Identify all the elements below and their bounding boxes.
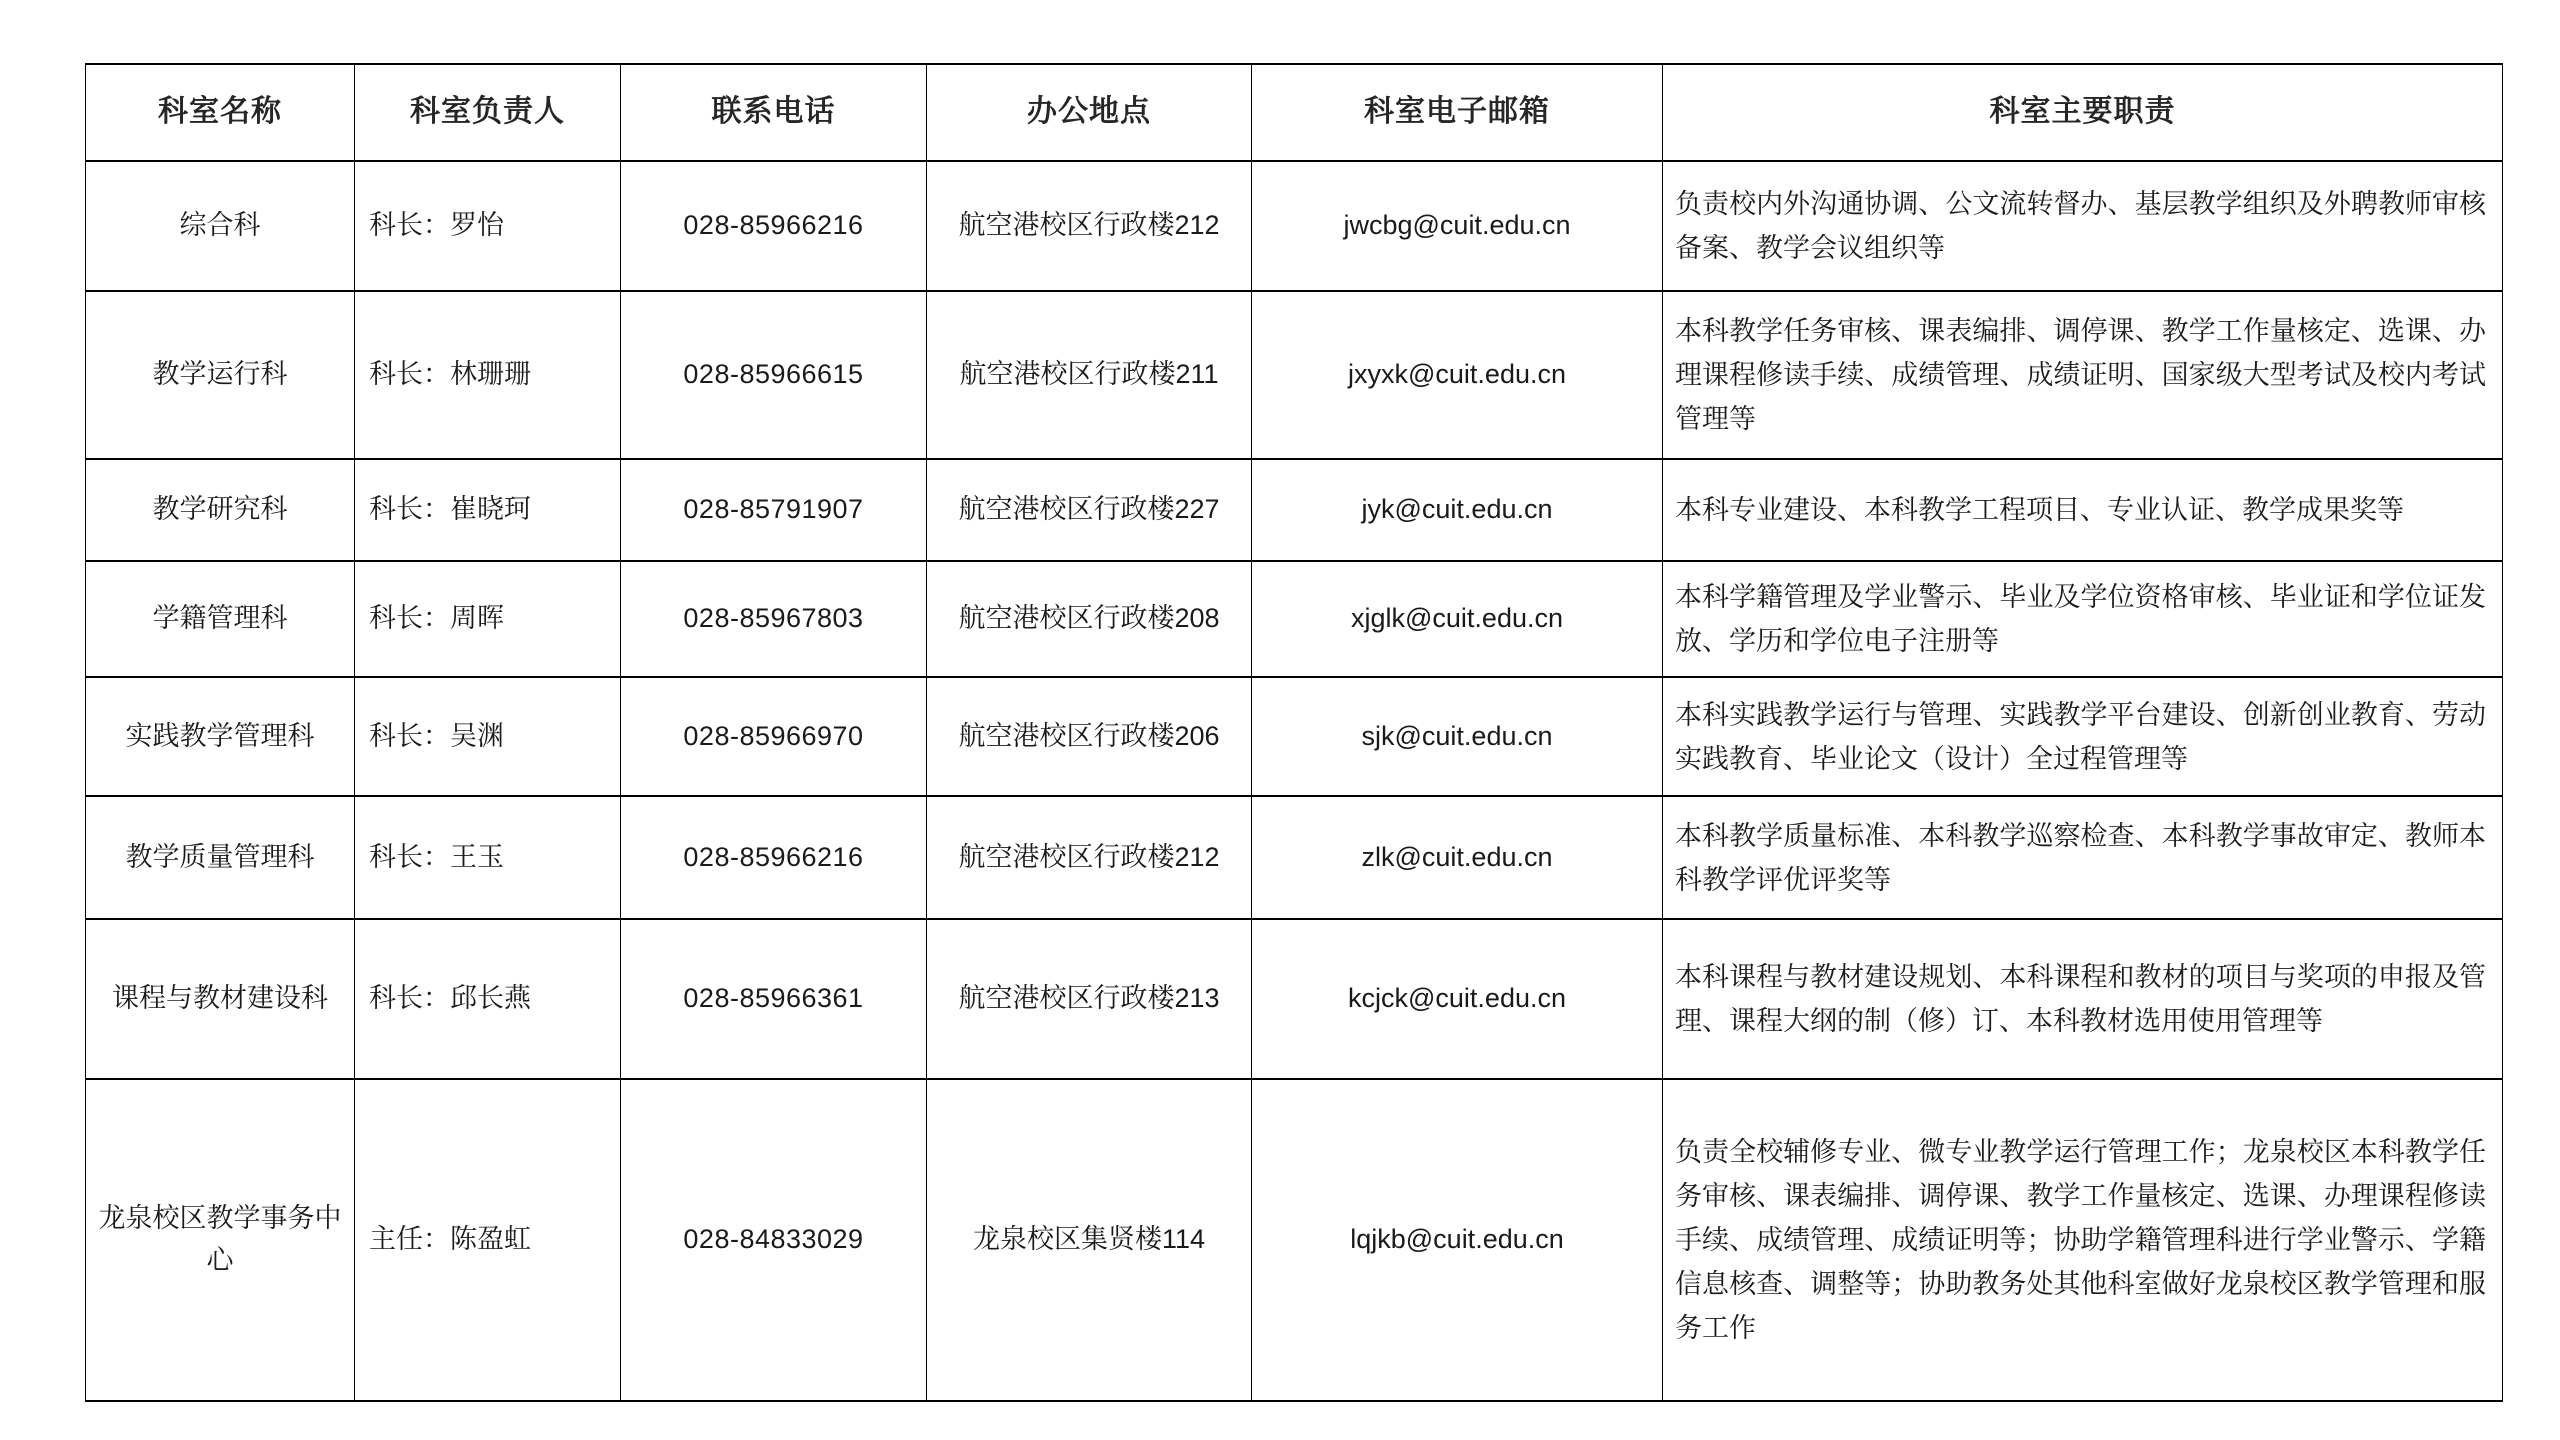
cell-email: kcjck@cuit.edu.cn: [1252, 919, 1663, 1079]
cell-phone: 028-85967803: [621, 561, 927, 677]
table-row: [86, 1079, 2503, 1401]
table-row: [86, 919, 2503, 1079]
cell-phone: 028-85966216: [621, 796, 927, 919]
cell-email: zlk@cuit.edu.cn: [1252, 796, 1663, 919]
header-cell-office-location: 办公地点: [927, 64, 1252, 161]
cell-phone: 028-85966361: [621, 919, 927, 1079]
cell-phone: 028-85966615: [621, 291, 927, 459]
cell-duties: 负责全校辅修专业、微专业教学运行管理工作；龙泉校区本科教学任务审核、课表编排、调停课、教学工作量核定、选课、办理课程修读手续、成绩管理、成绩证明等；协助学籍管理科进行学业警示、学籍信息核查、调整等；协助教务处其他科室做好龙泉校区教学管理和服务工作: [1663, 1079, 2503, 1401]
cell-duties: 本科实践教学运行与管理、实践教学平台建设、创新创业教育、劳动实践教育、毕业论文（设计）全过程管理等: [1663, 677, 2503, 796]
cell-name: 教学研究科: [86, 459, 355, 561]
cell-duties: 本科专业建设、本科教学工程项目、专业认证、教学成果奖等: [1663, 459, 2503, 561]
header-cell-department-email: 科室电子邮箱: [1252, 64, 1663, 161]
cell-email: xjglk@cuit.edu.cn: [1252, 561, 1663, 677]
header-cell-department-head: 科室负责人: [355, 64, 621, 161]
cell-email: lqjkb@cuit.edu.cn: [1252, 1079, 1663, 1401]
cell-phone: 028-84833029: [621, 1079, 927, 1401]
cell-phone: 028-85791907: [621, 459, 927, 561]
cell-head: 科长：吴渊: [355, 677, 621, 796]
table-row: [86, 161, 2503, 291]
cell-head: 科长：林珊珊: [355, 291, 621, 459]
table-row: [86, 796, 2503, 919]
cell-head: 科长：周晖: [355, 561, 621, 677]
cell-name: 实践教学管理科: [86, 677, 355, 796]
cell-duties: 本科教学任务审核、课表编排、调停课、教学工作量核定、选课、办理课程修读手续、成绩管理、成绩证明、国家级大型考试及校内考试管理等: [1663, 291, 2503, 459]
cell-duties: 本科学籍管理及学业警示、毕业及学位资格审核、毕业证和学位证发放、学历和学位电子注册等: [1663, 561, 2503, 677]
cell-email: jyk@cuit.edu.cn: [1252, 459, 1663, 561]
cell-head: 科长：王玉: [355, 796, 621, 919]
cell-name: 教学运行科: [86, 291, 355, 459]
header-cell-department-duties: 科室主要职责: [1663, 64, 2503, 161]
header-row: [86, 64, 2503, 161]
cell-email: sjk@cuit.edu.cn: [1252, 677, 1663, 796]
cell-head: 科长：崔晓珂: [355, 459, 621, 561]
cell-office: 航空港校区行政楼213: [927, 919, 1252, 1079]
cell-phone: 028-85966216: [621, 161, 927, 291]
department-table: [85, 63, 2503, 1402]
table-row: [86, 561, 2503, 677]
cell-head: 科长：邱长燕: [355, 919, 621, 1079]
cell-phone: 028-85966970: [621, 677, 927, 796]
cell-office: 航空港校区行政楼211: [927, 291, 1252, 459]
cell-office: 航空港校区行政楼208: [927, 561, 1252, 677]
cell-office: 航空港校区行政楼212: [927, 161, 1252, 291]
table-body: [86, 161, 2503, 1401]
cell-duties: 本科课程与教材建设规划、本科课程和教材的项目与奖项的申报及管理、课程大纲的制（修）订、本科教材选用使用管理等: [1663, 919, 2503, 1079]
cell-name: 综合科: [86, 161, 355, 291]
table-row: [86, 291, 2503, 459]
cell-name: 教学质量管理科: [86, 796, 355, 919]
cell-duties: 本科教学质量标准、本科教学巡察检查、本科教学事故审定、教师本科教学评优评奖等: [1663, 796, 2503, 919]
cell-office: 龙泉校区集贤楼114: [927, 1079, 1252, 1401]
cell-office: 航空港校区行政楼206: [927, 677, 1252, 796]
cell-head: 科长：罗怡: [355, 161, 621, 291]
cell-office: 航空港校区行政楼227: [927, 459, 1252, 561]
cell-office: 航空港校区行政楼212: [927, 796, 1252, 919]
table-row: [86, 677, 2503, 796]
header-cell-department-name: 科室名称: [86, 64, 355, 161]
cell-name: 学籍管理科: [86, 561, 355, 677]
cell-name: 课程与教材建设科: [86, 919, 355, 1079]
cell-email: jxyxk@cuit.edu.cn: [1252, 291, 1663, 459]
cell-head: 主任：陈盈虹: [355, 1079, 621, 1401]
cell-duties: 负责校内外沟通协调、公文流转督办、基层教学组织及外聘教师审核备案、教学会议组织等: [1663, 161, 2503, 291]
cell-email: jwcbg@cuit.edu.cn: [1252, 161, 1663, 291]
cell-name: 龙泉校区教学事务中心: [86, 1079, 355, 1401]
table-row: [86, 459, 2503, 561]
header-cell-contact-phone: 联系电话: [621, 64, 927, 161]
